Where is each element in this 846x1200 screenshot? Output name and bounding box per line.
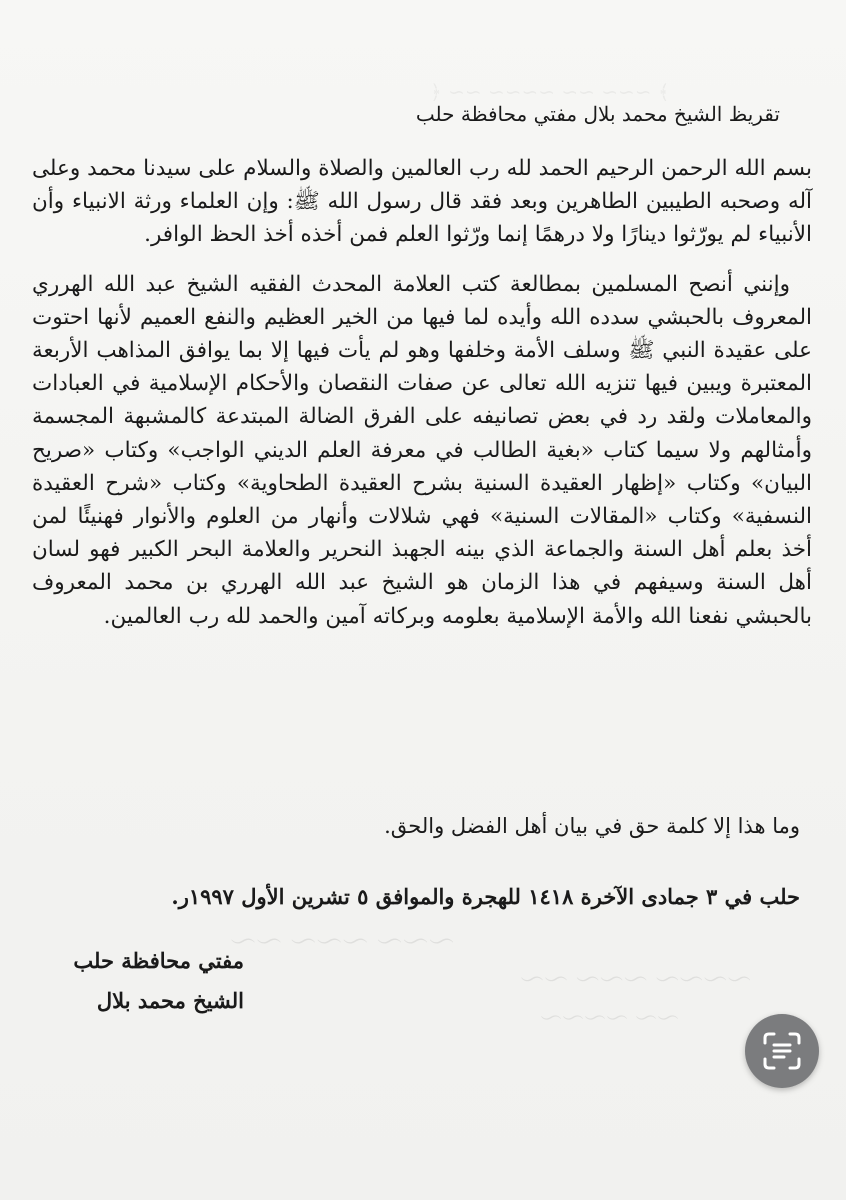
bleed-through-mark: ～～ ～～～～ bbox=[540, 1007, 679, 1032]
bleed-through-mark: ～～～～ ～～～ ～～ bbox=[520, 966, 752, 994]
signature-title: مفتي محافظة حلب bbox=[73, 948, 244, 973]
date-line: حلب في ٣ جمادى الآخرة ١٤١٨ للهجرة والموافق ٥ تشرين الأول ١٩٩٧ر. bbox=[171, 884, 800, 909]
text-scan-button[interactable] bbox=[745, 1014, 819, 1088]
signature-name: الشيخ محمد بلال bbox=[96, 988, 244, 1013]
document-body bbox=[32, 152, 812, 633]
closing-line: وما هذا إلا كلمة حق في بيان أهل الفضل والحق. bbox=[384, 814, 800, 838]
bleed-through-mark: ～～～ ～～～ ～～ bbox=[230, 928, 455, 958]
bleed-through-mark: ﴿ ~~~ ~~ ~~~~ ~~ ﴾ bbox=[430, 80, 670, 104]
document-title: تقريظ الشيخ محمد بلال مفتي محافظة حلب bbox=[415, 102, 780, 126]
paragraph-opening: بسم الله الرحمن الرحيم الحمد لله رب العالمين والصلاة والسلام على سيدنا محمد وعلى آله وصحبه الطيبين الطاهرين وبعد فقد قال رسول الله ﷺ: وإن العلماء ورثة الانبياء وأن الأنبياء لم يورّثوا دينارًا ولا درهمًا إنما ورّثوا العلم فمن أخذه أخذ الحظ الوافر. bbox=[32, 156, 812, 248]
paragraph-recommendation: وإنني أنصح المسلمين بمطالعة كتب العلامة المحدث الفقيه الشيخ عبد الله الهرري المعروف بالحبشي سدده الله وأيده لما فيها من الخير العظيم والنفع العميم لأنها احتوت على عقيدة النبي ﷺ وسلف الأمة وخلفها وهو لم يأت فيها إلا بما يوافق المذاهب الأربعة المعتبرة ويبين فيها تنزيه الله تعالى عن صفات النقصان والأحكام الإسلامية في العبادات والمعاملات ولقد رد في بعض تصانيفه على الفرق الضالة المبتدعة كالمشبهة المجسمة وأمثالهم ولا سيما كتاب «بغية الطالب في معرفة العلم الديني الواجب» وكتاب «صريح البيان» وكتاب «إظهار العقيدة السنية بشرح العقيدة الطحاوية» وكتاب «شرح العقيدة النسفية» وكتاب «المقالات السنية» فهي شلالات وأنهار من العلوم والأنوار فهنيئًا لمن أخذ بعلم أهل السنة والجماعة الذي بينه الجهبذ النحرير والعلامة البحر الكبير فهو لسان أهل السنة وسيفهم في هذا الزمان هو الشيخ عبد الله الهرري بن محمد المعروف بالحبشي نفعنا الله والأمة الإسلامية بعلومه وبركاته آمين والحمد لله رب العالمين. bbox=[32, 271, 812, 629]
text-scan-icon bbox=[761, 1030, 803, 1072]
